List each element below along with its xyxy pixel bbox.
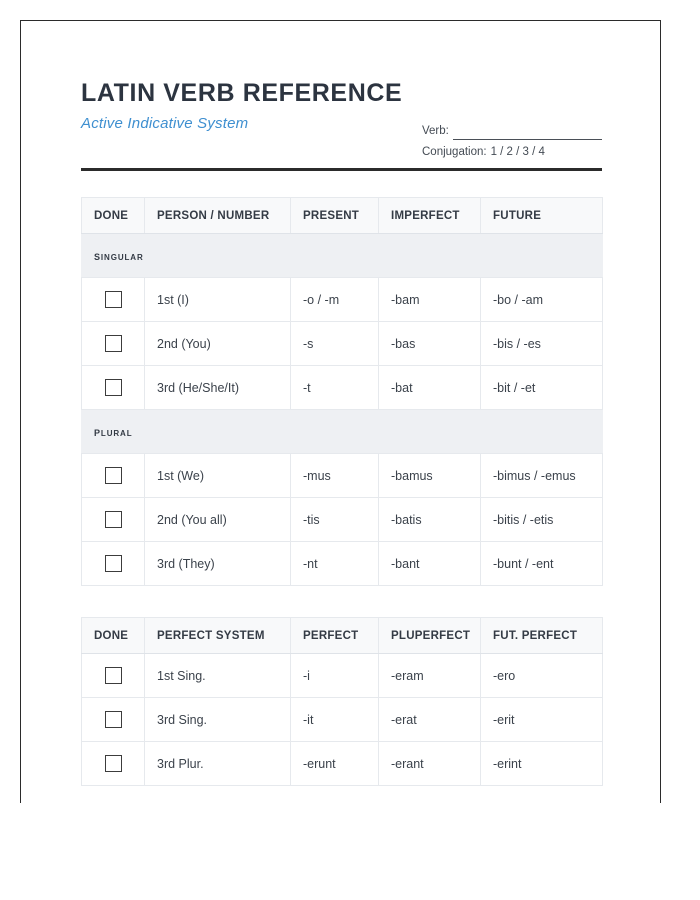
done-cell [82, 742, 145, 786]
ending-cell: -bunt / -ent [481, 542, 603, 586]
done-cell [82, 322, 145, 366]
done-checkbox[interactable] [105, 511, 122, 528]
done-checkbox[interactable] [105, 467, 122, 484]
column-header: PERSON / NUMBER [145, 198, 291, 234]
done-cell [82, 278, 145, 322]
table-header-row [82, 198, 603, 234]
ending-cell: -bo / -am [481, 278, 603, 322]
table-row [82, 366, 603, 410]
ending-cell: -s [291, 322, 379, 366]
ending-cell: -bis / -es [481, 322, 603, 366]
table-row [82, 542, 603, 586]
table-row [82, 498, 603, 542]
done-cell [82, 698, 145, 742]
conjugation-options[interactable]: 1 / 2 / 3 / 4 [490, 145, 545, 158]
ending-cell: -i [291, 654, 379, 698]
column-header: PLUPERFECT [379, 618, 481, 654]
section-band-row [82, 410, 603, 454]
page-content [81, 79, 602, 786]
ending-cell: -bitis / -etis [481, 498, 603, 542]
done-cell [82, 454, 145, 498]
table-row [82, 742, 603, 786]
column-header: PRESENT [291, 198, 379, 234]
column-header: FUT. PERFECT [481, 618, 603, 654]
ending-cell: -mus [291, 454, 379, 498]
person-cell: 2nd (You all) [145, 498, 291, 542]
table-row [82, 322, 603, 366]
ending-cell: -erant [379, 742, 481, 786]
table-present-system [81, 197, 603, 586]
ending-cell: -batis [379, 498, 481, 542]
table-row [82, 454, 603, 498]
verb-label: Verb: [422, 125, 449, 137]
title-group [81, 79, 402, 132]
done-checkbox[interactable] [105, 755, 122, 772]
ending-cell: -bam [379, 278, 481, 322]
section-label: singular [94, 248, 144, 263]
table-header-row [82, 618, 603, 654]
column-header: DONE [82, 198, 145, 234]
ending-cell: -o / -m [291, 278, 379, 322]
ending-cell: -erat [379, 698, 481, 742]
ending-cell: -it [291, 698, 379, 742]
done-checkbox[interactable] [105, 291, 122, 308]
ending-cell: -ero [481, 654, 603, 698]
document-header [81, 79, 602, 171]
section-band-cell [82, 410, 603, 454]
column-header: FUTURE [481, 198, 603, 234]
done-checkbox[interactable] [105, 335, 122, 352]
ending-cell: -erunt [291, 742, 379, 786]
ending-cell: -erint [481, 742, 603, 786]
page-subtitle: Active Indicative System [81, 114, 249, 132]
ending-cell: -erit [481, 698, 603, 742]
verb-meta-group [422, 123, 602, 160]
section-label: plural [94, 424, 133, 439]
header-divider [81, 168, 602, 171]
ending-cell: -t [291, 366, 379, 410]
done-cell [82, 542, 145, 586]
person-cell: 1st Sing. [145, 654, 291, 698]
ending-cell: -bat [379, 366, 481, 410]
person-cell: 3rd Plur. [145, 742, 291, 786]
person-cell: 1st (We) [145, 454, 291, 498]
table-perfect-system [81, 617, 603, 786]
person-cell: 2nd (You) [145, 322, 291, 366]
done-checkbox[interactable] [105, 379, 122, 396]
person-cell: 3rd Sing. [145, 698, 291, 742]
ending-cell: -bit / -et [481, 366, 603, 410]
tables-container [81, 197, 602, 786]
ending-cell: -bas [379, 322, 481, 366]
table-row [82, 698, 603, 742]
column-header: IMPERFECT [379, 198, 481, 234]
ending-cell: -bamus [379, 454, 481, 498]
ending-cell: -tis [291, 498, 379, 542]
ending-cell: -eram [379, 654, 481, 698]
done-checkbox[interactable] [105, 555, 122, 572]
column-header: PERFECT SYSTEM [145, 618, 291, 654]
conjugation-label: Conjugation: [422, 145, 487, 158]
done-checkbox[interactable] [105, 667, 122, 684]
table-row [82, 278, 603, 322]
table-row [82, 654, 603, 698]
ending-cell: -bant [379, 542, 481, 586]
done-cell [82, 498, 145, 542]
done-cell [82, 654, 145, 698]
person-cell: 3rd (He/She/It) [145, 366, 291, 410]
verb-input-blank[interactable] [453, 128, 602, 140]
page-title: LATIN VERB REFERENCE [81, 79, 403, 107]
section-band-row [82, 234, 603, 278]
ending-cell: -nt [291, 542, 379, 586]
column-header: PERFECT [291, 618, 379, 654]
verb-field-row [422, 123, 602, 140]
printable-page-sheet [20, 20, 661, 803]
conjugation-field-row [422, 144, 602, 161]
column-header: DONE [82, 618, 145, 654]
done-checkbox[interactable] [105, 711, 122, 728]
person-cell: 3rd (They) [145, 542, 291, 586]
section-band-cell [82, 234, 603, 278]
person-cell: 1st (I) [145, 278, 291, 322]
done-cell [82, 366, 145, 410]
ending-cell: -bimus / -emus [481, 454, 603, 498]
